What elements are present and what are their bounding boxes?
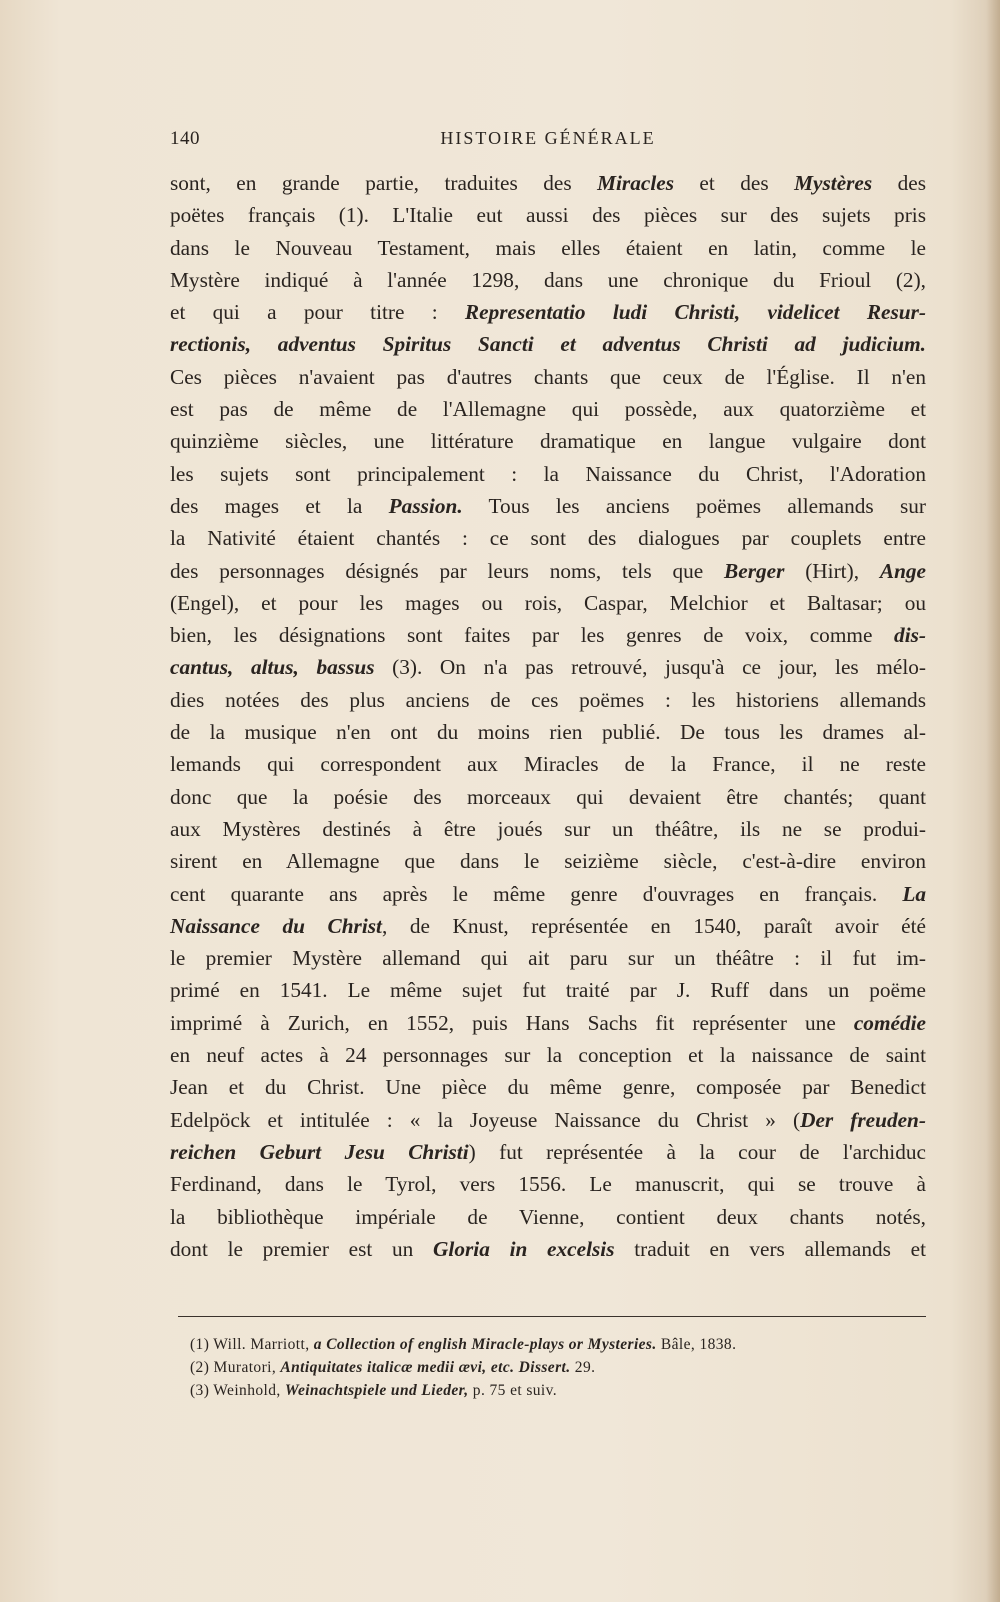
- text-run: (1) Will. Marriott,: [190, 1336, 314, 1353]
- text-run: (3) Weinhold,: [190, 1382, 285, 1399]
- text-run: et qui a pour titre :: [170, 300, 465, 325]
- text-run: Bâle, 1838.: [656, 1336, 737, 1353]
- text-run: ) fut représentée à la cour de l'archiduc: [468, 1139, 926, 1164]
- text-run: de la musique n'en ont du moins rien publié. De tous les drames al-: [170, 720, 926, 745]
- italic-text: rectionis, adventus Spiritus Sancti et adventus Christi ad judicium.: [170, 332, 926, 357]
- italic-text: Antiquitates italicæ medii ævi, etc. Dissert.: [280, 1359, 571, 1376]
- text-run: poëtes français (1). L'Italie eut aussi des pièces sur des sujets pris: [170, 203, 926, 228]
- text-run: primé en 1541. Le même sujet fut traité par J. Ruff dans un poëme: [170, 978, 926, 1003]
- italic-text: Representatio ludi Christi, videlicet Resur-: [464, 300, 926, 325]
- body-text: [170, 167, 926, 1265]
- italic-text: a Collection of english Miracle-plays or Mysteries.: [313, 1336, 657, 1353]
- text-run: la bibliothèque impériale de Vienne, contient deux chants notés,: [170, 1204, 926, 1229]
- page-edge-shadow: [986, 0, 1000, 1602]
- text-run: Mystère indiqué à l'année 1298, dans une chronique du Frioul (2),: [170, 267, 926, 292]
- text-run: (3). On n'a pas retrouvé, jusqu'à ce jour, les mélo-: [374, 655, 926, 680]
- text-line: [170, 974, 926, 1006]
- text-run: (Engel), et pour les mages ou rois, Caspar, Melchior et Baltasar; ou: [170, 590, 926, 615]
- text-line: [170, 748, 926, 780]
- italic-text: Weinachtspiele und Lieder,: [284, 1382, 469, 1399]
- text-line: [170, 458, 926, 490]
- text-line: [170, 296, 926, 328]
- text-line: [170, 232, 926, 264]
- text-line: [170, 813, 926, 845]
- text-line: [170, 716, 926, 748]
- italic-text: reichen Geburt Jesu Christi: [170, 1139, 469, 1164]
- text-line: [170, 328, 926, 360]
- text-line: [170, 587, 926, 619]
- text-line: [170, 1104, 926, 1136]
- page-number: 140: [170, 128, 200, 149]
- footnote: [190, 1333, 910, 1356]
- running-head: HISTOIRE GÉNÉRALE: [440, 128, 656, 148]
- text-run: donc que la poésie des morceaux qui devaient être chantés; quant: [170, 784, 926, 809]
- italic-text: comédie: [853, 1010, 926, 1035]
- text-run: bien, les désignations sont faites par les genres de voix, comme: [170, 623, 895, 648]
- text-run: dans le Nouveau Testament, mais elles étaient en latin, comme le: [170, 235, 926, 260]
- italic-text: cantus, altus, bassus: [170, 655, 375, 680]
- text-line: [170, 361, 926, 393]
- text-run: en neuf actes à 24 personnages sur la conception et la naissance de saint: [170, 1043, 926, 1068]
- italic-text: dis-: [894, 623, 926, 648]
- text-line: [170, 167, 926, 199]
- text-run: sirent en Allemagne que dans le seizième siècle, c'est-à-dire environ: [170, 849, 926, 874]
- text-run: sont, en grande partie, traduites des: [170, 171, 598, 195]
- footnote-rule: [178, 1316, 926, 1317]
- text-run: les sujets sont principalement : la Naissance du Christ, l'Adoration: [170, 461, 926, 486]
- italic-text: Miracles: [597, 171, 674, 195]
- text-run: la Nativité étaient chantés : ce sont des dialogues par couplets entre: [170, 526, 926, 551]
- text-line: [170, 490, 926, 522]
- text-run: le premier Mystère allemand qui ait paru sur un théâtre : il fut im-: [170, 946, 926, 971]
- text-line: [170, 781, 926, 813]
- italic-text: La: [902, 881, 926, 906]
- text-run: des: [872, 171, 927, 195]
- text-run: est pas de même de l'Allemagne qui possède, aux quatorzième et: [170, 397, 926, 422]
- italic-text: Passion.: [388, 493, 463, 518]
- italic-text: Naissance du Christ: [170, 913, 382, 938]
- text-run: Jean et du Christ. Une pièce du même genre, composée par Benedict: [170, 1075, 926, 1100]
- italic-text: Berger: [724, 558, 785, 583]
- text-line: [170, 845, 926, 877]
- text-run: p. 75 et suiv.: [468, 1382, 558, 1399]
- text-line: [170, 878, 926, 910]
- text-run: des mages et la: [170, 493, 389, 518]
- text-run: cent quarante ans après le même genre d'ouvrages en français.: [170, 881, 903, 906]
- text-run: Tous les anciens poëmes allemands sur: [462, 493, 926, 518]
- text-run: dies notées des plus anciens de ces poëmes : les historiens allemands: [170, 687, 926, 712]
- text-run: Ces pièces n'avaient pas d'autres chants que ceux de l'Église. Il n'en: [170, 364, 926, 389]
- text-line: [170, 555, 926, 587]
- text-run: lemands qui correspondent aux Miracles de la France, il ne reste: [170, 752, 926, 777]
- italic-text: Ange: [879, 558, 927, 583]
- text-line: [170, 651, 926, 683]
- text-run: traduit en vers allemands et: [614, 1236, 927, 1261]
- text-run: dont le premier est un: [170, 1236, 434, 1261]
- text-line: [170, 1071, 926, 1103]
- text-line: [170, 1233, 926, 1265]
- text-line: [170, 393, 926, 425]
- text-line: [170, 1136, 926, 1168]
- italic-text: Gloria in excelsis: [433, 1236, 615, 1261]
- footnote: [190, 1379, 910, 1402]
- text-run: Edelpöck et intitulée : « la Joyeuse Naissance du Christ » (: [170, 1107, 801, 1132]
- text-run: et des: [673, 171, 795, 195]
- text-line: [170, 522, 926, 554]
- italic-text: Der freuden-: [800, 1107, 926, 1132]
- text-line: [170, 1168, 926, 1200]
- text-line: [170, 684, 926, 716]
- text-run: (2) Muratori,: [190, 1359, 281, 1376]
- text-line: [170, 264, 926, 296]
- footnote: [190, 1356, 910, 1379]
- text-line: [170, 619, 926, 651]
- text-run: quinzième siècles, une littérature dramatique en langue vulgaire dont: [170, 429, 926, 454]
- text-line: [170, 199, 926, 231]
- text-line: [170, 1007, 926, 1039]
- text-line: [170, 1039, 926, 1071]
- text-run: imprimé à Zurich, en 1552, puis Hans Sachs fit représenter une: [170, 1010, 854, 1035]
- text-line: [170, 425, 926, 457]
- text-run: 29.: [570, 1359, 596, 1376]
- text-line: [170, 1201, 926, 1233]
- footnotes: [190, 1333, 910, 1402]
- text-run: Ferdinand, dans le Tyrol, vers 1556. Le manuscrit, qui se trouve à: [170, 1172, 926, 1197]
- text-line: [170, 910, 926, 942]
- text-run: (Hirt),: [784, 558, 880, 583]
- text-run: , de Knust, représentée en 1540, paraît avoir été: [381, 913, 926, 938]
- text-run: des personnages désignés par leurs noms, tels que: [170, 558, 725, 583]
- page-header: [170, 128, 926, 158]
- text-run: aux Mystères destinés à être joués sur un théâtre, ils ne se produi-: [170, 816, 926, 841]
- italic-text: Mystères: [794, 171, 873, 195]
- text-line: [170, 942, 926, 974]
